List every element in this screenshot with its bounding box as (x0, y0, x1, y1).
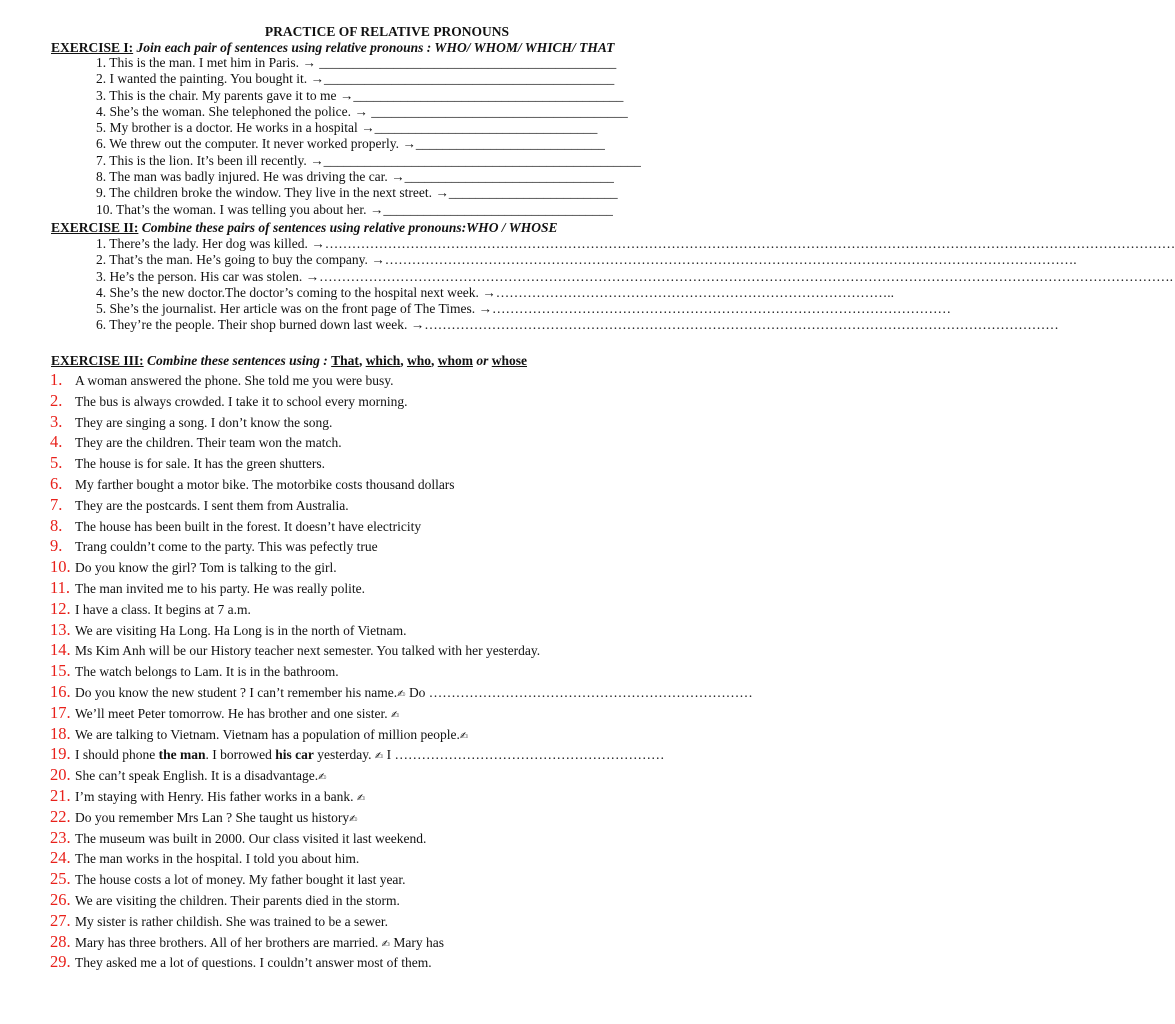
exercise-3-item (50, 724, 753, 745)
exercise-1-item: 4. She’s the woman. She telephoned the police. → ______________________________________ (96, 103, 628, 119)
item-number: 28. (50, 931, 71, 951)
exercise-3-item (50, 744, 753, 765)
page-title: PRACTICE OF RELATIVE PRONOUNS (264, 24, 510, 39)
item-text: The man invited me to his party. He was really polite. (75, 580, 366, 596)
exercise-1-item: 7. This is the lion. It’s been ill recently. →_______________________________________________ (96, 152, 641, 168)
exercise-2-list (96, 236, 1175, 334)
exercise-3-item (50, 640, 753, 661)
exercise-3-item (50, 432, 753, 453)
exercise-2-instruction: Combine these pairs of sentences using relative pronouns:WHO / WHOSE (138, 220, 558, 235)
exercise-3-item (50, 453, 753, 474)
item-text: My sister is rather childish. She was trained to be a sewer. (75, 913, 389, 929)
exercise-3-item (50, 578, 753, 599)
item-number: 4. (50, 432, 63, 452)
item-text: She can’t speak English. It is a disadvantage. (75, 768, 319, 784)
writing-hand-icon: ✍ (390, 709, 400, 721)
item-text: We are talking to Vietnam. Vietnam has a population of million people. (75, 726, 460, 742)
exercise-3-item (50, 557, 753, 578)
item-number: 23. (50, 827, 71, 847)
item-text: We’ll meet Peter tomorrow. He has brother and one sister. (75, 705, 391, 721)
item-text: We are visiting Ha Long. Ha Long is in the north of Vietnam. (75, 622, 407, 638)
exercise-3-item (50, 516, 753, 537)
item-number: 1. (50, 370, 63, 389)
exercise-3-item (50, 911, 753, 932)
exercise-3-item (50, 599, 753, 620)
exercise-3-heading: EXERCISE III: Combine these sentences using : That, which, who, whom or whose (51, 353, 528, 368)
exercise-3-label: EXERCISE III: (51, 353, 144, 368)
exercise-3-item (50, 828, 753, 849)
keyword-or: or (476, 353, 489, 368)
item-number: 2. (50, 390, 63, 410)
exercise-1-item: 10. That’s the woman. I was telling you about her. →__________________________________ (96, 201, 613, 217)
item-number: 29. (50, 952, 71, 972)
item-text: Mary has three brothers. All of her brothers are married. (75, 934, 382, 950)
writing-hand-icon: ✍ (318, 772, 327, 784)
exercise-3-item (50, 848, 753, 869)
exercise-1-item: 8. The man was badly injured. He was driving the car. →_______________________________ (96, 169, 614, 185)
keyword-which: which (365, 353, 401, 368)
exercise-3-item (50, 370, 753, 391)
item-text: My farther bought a motor bike. The motorbike costs thousand dollars (75, 476, 455, 492)
exercise-2-item: 6. They’re the people. Their shop burned down last week. →…………………………………………………………………………………………………………………………… (96, 317, 1059, 333)
exercise-3-item (50, 807, 753, 828)
answer-blank: I …………………………………………………… (383, 747, 665, 763)
item-number: 7. (50, 494, 63, 514)
exercise-1-item: 3. This is the chair. My parents gave it to me →________________________________________ (96, 87, 624, 103)
item-text: The house has been built in the forest. It doesn’t have electricity (75, 518, 422, 534)
exercise-3-item (50, 703, 753, 724)
writing-hand-icon: ✍ (459, 730, 469, 742)
item-text: The watch belongs to Lam. It is in the bathroom. (75, 664, 339, 680)
exercise-2-item: 1. There’s the lady. Her dog was killed. →……………………………………………………………………………………………………………………………………………………………………… (96, 236, 1175, 251)
item-number: 8. (50, 515, 63, 535)
exercise-3-instruction: Combine these sentences using : (143, 353, 332, 368)
item-number: 24. (50, 848, 71, 868)
item-number: 18. (50, 723, 71, 743)
item-number: 10. (50, 557, 71, 577)
exercise-1-heading (51, 40, 614, 56)
item-bold-text: his car (275, 747, 314, 763)
item-text: The house costs a lot of money. My father bought it last year. (75, 872, 406, 888)
exercise-3-item (50, 474, 753, 495)
exercise-1-instruction: Join each pair of sentences using relative pronouns : WHO/ WHOM/ WHICH/ THAT (133, 40, 615, 55)
item-text: They are the postcards. I sent them from Australia. (75, 497, 349, 513)
item-text: They are the children. Their team won the match. (75, 435, 342, 451)
item-number: 17. (50, 702, 71, 722)
item-text: A woman answered the phone. She told me you were busy. (75, 373, 394, 388)
exercise-1-label: EXERCISE I: (51, 40, 134, 55)
writing-hand-icon: ✍ (374, 751, 384, 763)
keyword-who: who (406, 353, 431, 368)
writing-hand-icon: ✍ (381, 938, 391, 950)
writing-hand-icon: ✍ (397, 688, 406, 700)
exercise-3-item (50, 412, 753, 433)
item-number: 6. (50, 473, 63, 493)
keyword-whose: whose (491, 353, 528, 368)
exercise-2-item: 4. She’s the new doctor.The doctor’s coming to the hospital next week. →…………………………………………………………………………….. (96, 284, 895, 300)
exercise-3-list (50, 370, 753, 973)
item-text: They are singing a song. I don’t know the song. (75, 414, 333, 430)
exercise-3-item (50, 391, 753, 412)
exercise-3-item (50, 869, 753, 890)
item-text: Ms Kim Anh will be our History teacher next semester. You talked with her yesterday. (75, 643, 541, 659)
item-number: 16. (50, 681, 71, 701)
exercise-1-list (96, 55, 641, 218)
exercise-3-item (50, 786, 753, 807)
exercise-3-item (50, 765, 753, 786)
item-number: 19. (50, 744, 71, 764)
exercise-2-item: 3. He’s the person. His car was stolen. →………………………………………………………………………………………………………………………………………………………………………. (96, 268, 1173, 284)
keyword-that: That (331, 353, 359, 368)
exercise-3-item (50, 620, 753, 641)
item-text: I’m staying with Henry. His father works in a bank. (75, 788, 357, 804)
item-number: 14. (50, 640, 71, 660)
exercise-3-item (50, 952, 753, 973)
item-text: yesterday. (313, 747, 375, 763)
item-number: 5. (50, 453, 63, 473)
item-number: 3. (50, 411, 63, 431)
item-text: Do you remember Mrs Lan ? She taught us history (75, 809, 350, 825)
exercise-2-item: 5. She’s the journalist. Her article was on the front page of The Times. →………………………………………………………………………………………… (96, 301, 952, 317)
exercise-3-item (50, 682, 753, 703)
item-bold-text: the man (158, 747, 206, 763)
item-number: 26. (50, 889, 71, 909)
keyword-whom: whom (437, 353, 473, 368)
item-number: 20. (50, 765, 71, 785)
exercise-3-item (50, 890, 753, 911)
exercise-2-item: 2. That’s the man. He’s going to buy the company. →………………………………………………………………………………………………………………………………………. (96, 252, 1077, 268)
exercise-1-item: 5. My brother is a doctor. He works in a hospital →_________________________________ (96, 120, 598, 136)
item-text: I should phone (75, 747, 159, 763)
item-text: The house is for sale. It has the green shutters. (75, 456, 326, 472)
answer-blank: Mary has (390, 934, 445, 950)
exercise-3-item (50, 661, 753, 682)
item-text: I have a class. It begins at 7 a.m. (75, 601, 251, 617)
exercise-3-item (50, 495, 753, 516)
exercise-1-item: 1. This is the man. I met him in Paris. → ____________________________________________ (96, 55, 617, 70)
writing-hand-icon: ✍ (349, 813, 358, 825)
item-text: The man works in the hospital. I told you about him. (75, 851, 360, 867)
exercise-3-item (50, 932, 753, 953)
item-number: 13. (50, 619, 71, 639)
item-text: Do you know the new student ? I can’t remember his name. (75, 684, 398, 700)
writing-hand-icon: ✍ (356, 792, 366, 804)
exercise-3-item (50, 536, 753, 557)
exercise-1-item: 9. The children broke the window. They live in the next street. →_________________________ (96, 185, 618, 201)
item-text: Trang couldn’t come to the party. This was pefectly true (75, 539, 378, 555)
item-text: . I borrowed (205, 747, 276, 763)
item-text: Do you know the girl? Tom is talking to the girl. (75, 560, 337, 576)
item-number: 11. (50, 577, 71, 597)
exercise-2-heading (51, 220, 557, 236)
item-number: 27. (50, 910, 71, 930)
item-text: The bus is always crowded. I take it to school every morning. (75, 393, 408, 409)
item-number: 15. (50, 661, 71, 681)
item-number: 22. (50, 806, 71, 826)
item-text: They asked me a lot of questions. I couldn’t answer most of them. (75, 955, 432, 971)
exercise-1-item: 2. I wanted the painting. You bought it. →___________________________________________ (96, 71, 615, 87)
item-number: 21. (50, 785, 71, 805)
exercise-1-item: 6. We threw out the computer. It never worked properly. →____________________________ (96, 136, 605, 152)
exercise-2-label: EXERCISE II: (51, 220, 139, 235)
answer-blank: Do ……………………………………………………………… (405, 684, 753, 700)
item-number: 9. (50, 536, 63, 556)
item-number: 25. (50, 869, 71, 889)
item-number: 12. (50, 598, 71, 618)
item-text: The museum was built in 2000. Our class visited it last weekend. (75, 830, 427, 846)
item-text: We are visiting the children. Their parents died in the storm. (75, 892, 400, 908)
